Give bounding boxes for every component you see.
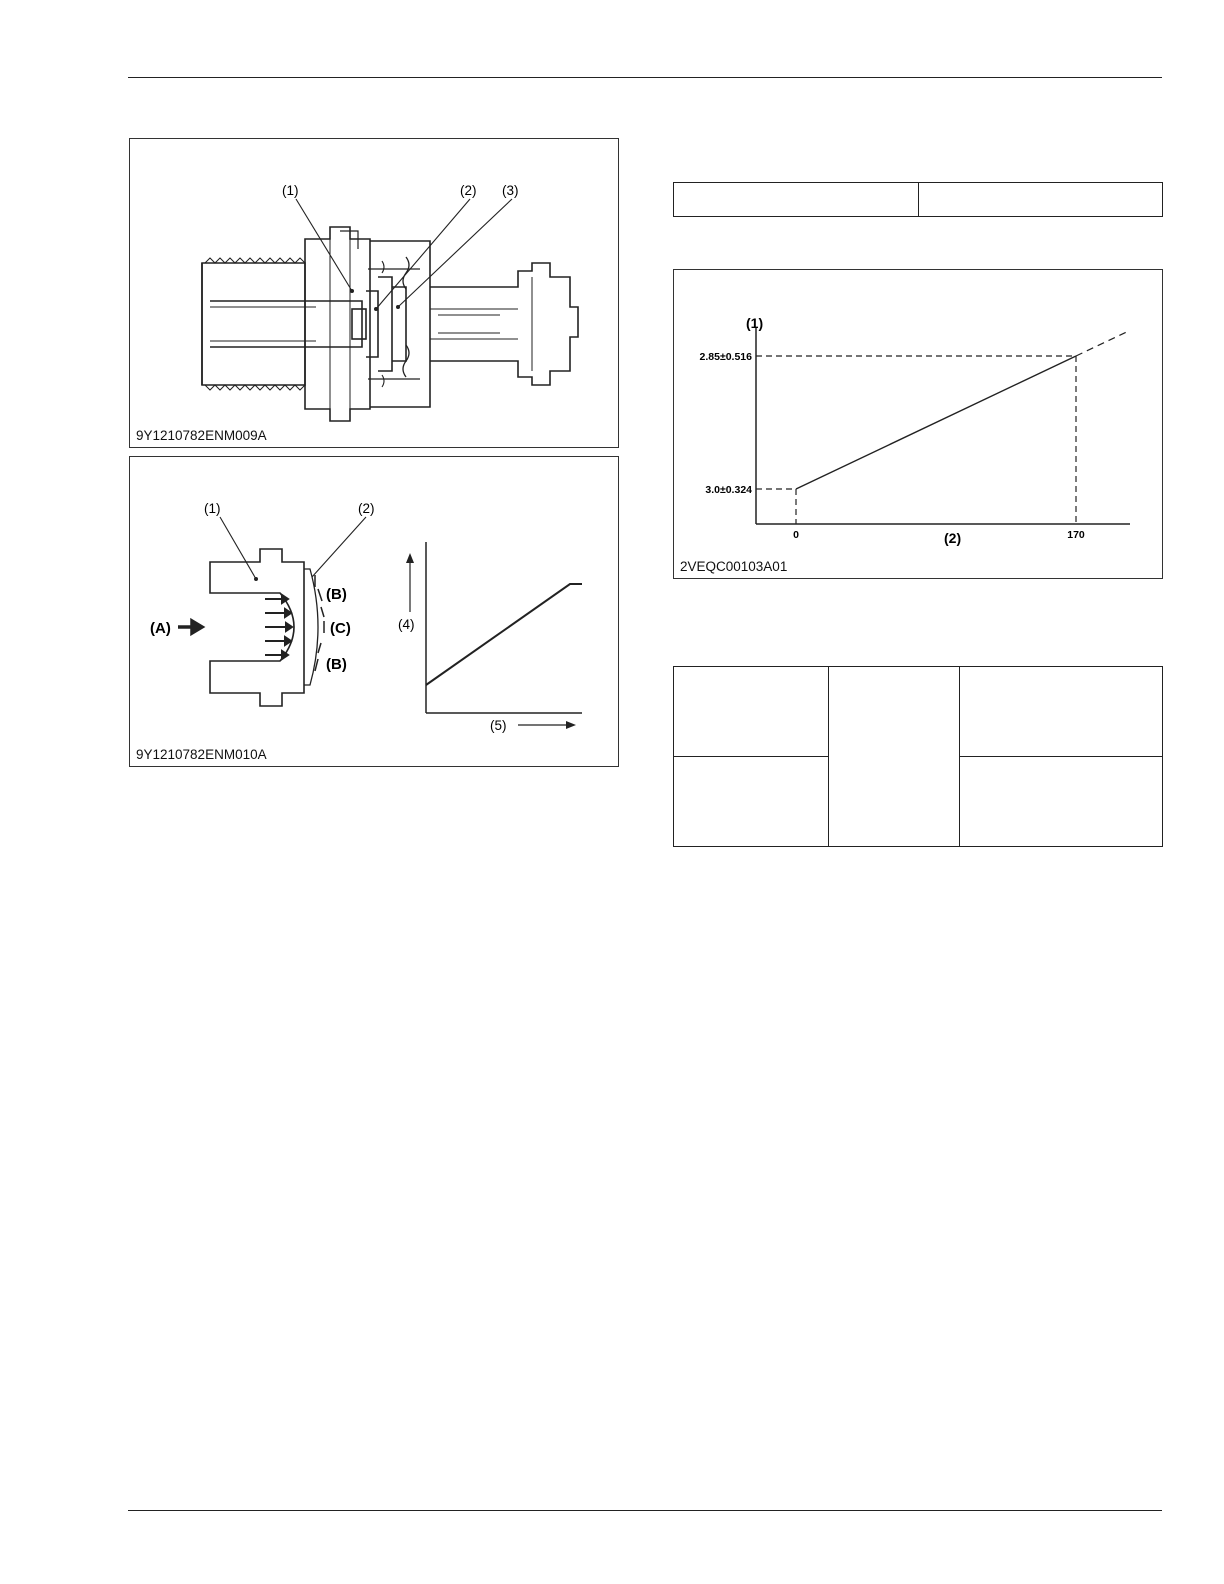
- callout-3: (3): [502, 183, 519, 198]
- callout-2: (2): [358, 501, 375, 516]
- series-extension: [1076, 330, 1130, 356]
- data-table: [673, 666, 1163, 847]
- output-characteristic-figure: [673, 269, 1163, 579]
- table-cell: [960, 667, 1163, 757]
- table-cell: [674, 757, 829, 847]
- sensor-principle-figure: [129, 456, 619, 767]
- output-line: [426, 584, 582, 685]
- arrow-right-icon: [566, 721, 576, 729]
- callout-2: (2): [460, 183, 477, 198]
- figure-code: 2VEQC00103A01: [680, 559, 788, 574]
- x-tick-label: 170: [1067, 529, 1085, 541]
- x-axis-label: (2): [944, 530, 962, 546]
- callout-5: (5): [490, 718, 507, 733]
- table-cell: [829, 667, 960, 847]
- y-tick-label: 3.0±0.324: [705, 484, 752, 496]
- callout-dot: [350, 289, 354, 293]
- callout-dot: [254, 577, 258, 581]
- y-tick-label: 2.85±0.516: [699, 351, 752, 363]
- flow-label-b-bottom: (B): [326, 656, 347, 673]
- header-rule: [128, 77, 1162, 78]
- callout-dot: [374, 307, 378, 311]
- arrow-up-icon: [406, 553, 414, 563]
- figure-code: 9Y1210782ENM009A: [136, 428, 267, 443]
- series-line: [796, 356, 1076, 489]
- flow-label-b-top: (B): [326, 586, 347, 603]
- figure-code: 9Y1210782ENM010A: [136, 747, 267, 762]
- callout-dot: [396, 305, 400, 309]
- sensor-cross-section-drawing: [130, 139, 620, 449]
- table-cell: [919, 183, 1163, 217]
- y-axis-label: (1): [746, 315, 764, 331]
- callout-1: (1): [282, 183, 299, 198]
- flow-label-a: (A): [150, 620, 171, 637]
- callout-4: (4): [398, 617, 415, 632]
- table-cell: [960, 757, 1163, 847]
- footer-rule: [128, 1510, 1162, 1511]
- sensor-cross-section-figure: [129, 138, 619, 448]
- spec-table: [673, 182, 1163, 217]
- sensor-principle-drawing: [130, 457, 620, 768]
- callout-1: (1): [204, 501, 221, 516]
- x-tick-label: 0: [793, 529, 799, 541]
- flow-label-c: (C): [330, 620, 351, 637]
- table-cell: [674, 667, 829, 757]
- output-chart: [674, 270, 1164, 580]
- table-cell: [674, 183, 919, 217]
